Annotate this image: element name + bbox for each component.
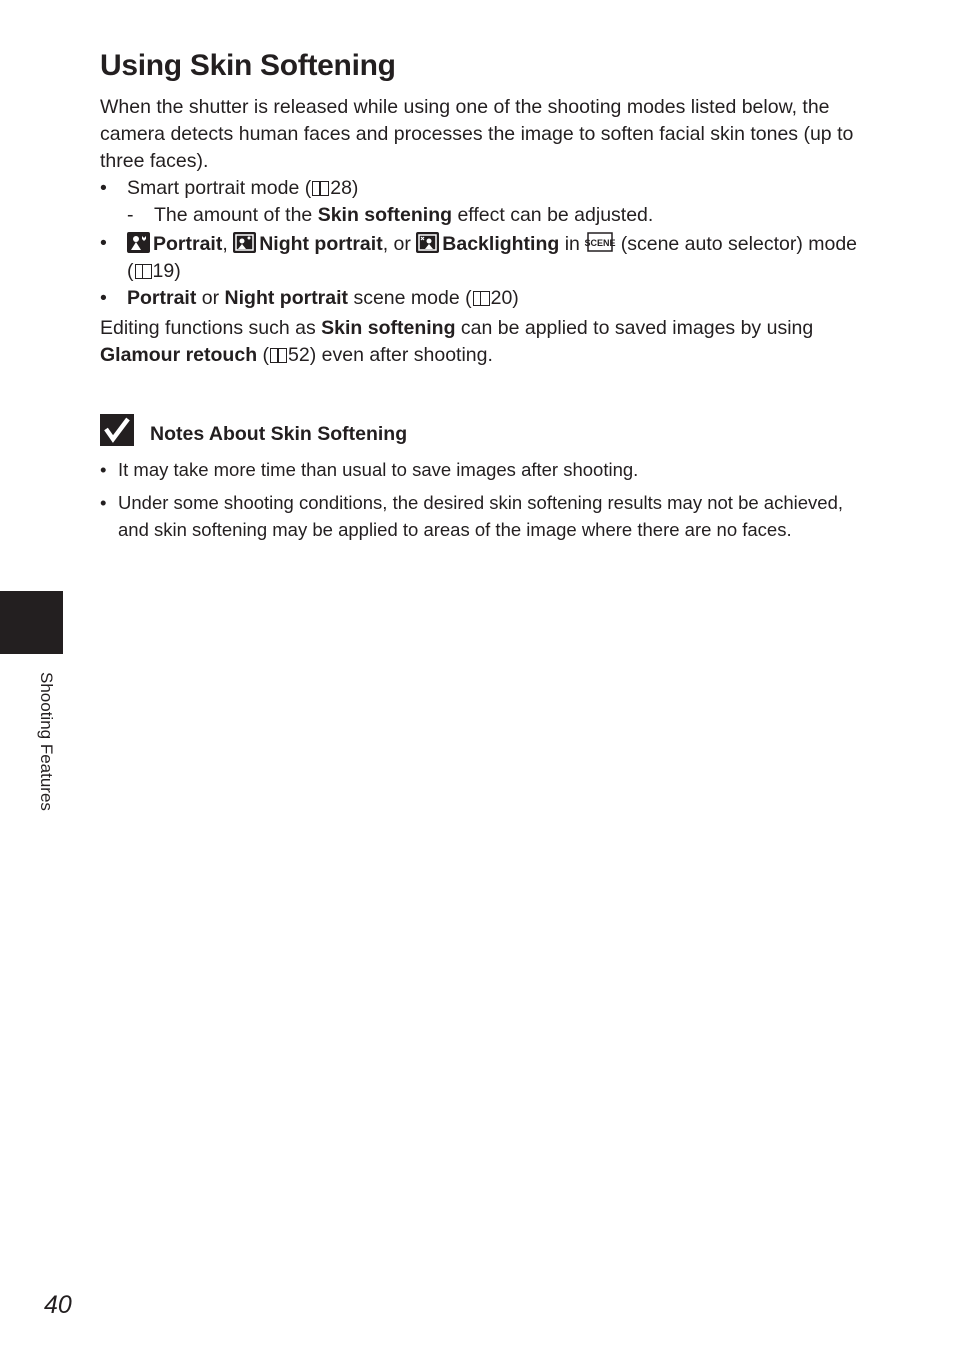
chapter-tab (0, 591, 63, 654)
portrait-mode-icon (127, 232, 150, 253)
notes-list (100, 456, 860, 549)
page-number: 40 (44, 1291, 72, 1319)
editing-paragraph: Editing functions such as Skin softening can be applied to saved images by using Glamour retouch ( 52) even after shooting. (100, 317, 814, 366)
night-portrait-mode-icon (233, 232, 256, 253)
list-item: • Portrait or Night portrait scene mode ( 20) (100, 287, 519, 309)
sub-item: - The amount of the Skin softening effect can be adjusted. (127, 204, 654, 226)
list-item: • Smart portrait mode ( 28) - The amount of the Skin softening effect can be adjusted. (100, 175, 860, 229)
reference-book-icon (473, 291, 490, 306)
chapter-label: Shooting Features (37, 672, 56, 811)
list-item: • It may take more time than usual to save images after shooting. (100, 459, 639, 480)
scene-auto-selector-icon (584, 230, 616, 254)
reference-book-icon (135, 264, 152, 279)
svg-text:SCENE: SCENE (584, 238, 616, 248)
intro-paragraph: When the shutter is released while using one of the shooting modes listed below, the camera detects human faces and processes the image to soften facial skin tones (up to three faces). (100, 96, 854, 172)
notes-title: Notes About Skin Softening (150, 423, 408, 445)
reference-book-icon (312, 181, 329, 196)
list-item: • Under some shooting conditions, the desired skin softening results may not be achieved, and skin softening may be applied to areas of the image where there are no faces. (100, 491, 843, 540)
backlighting-mode-icon (416, 232, 439, 253)
checkmark-icon (100, 414, 134, 446)
reference-book-icon (270, 348, 287, 363)
mode-list (100, 175, 860, 312)
list-item: • Portrait, Night portrait, or Backlighting in SCENE (scene auto selector) mode ( 19) (100, 232, 858, 282)
page-title: Using Skin Softening (100, 49, 396, 82)
